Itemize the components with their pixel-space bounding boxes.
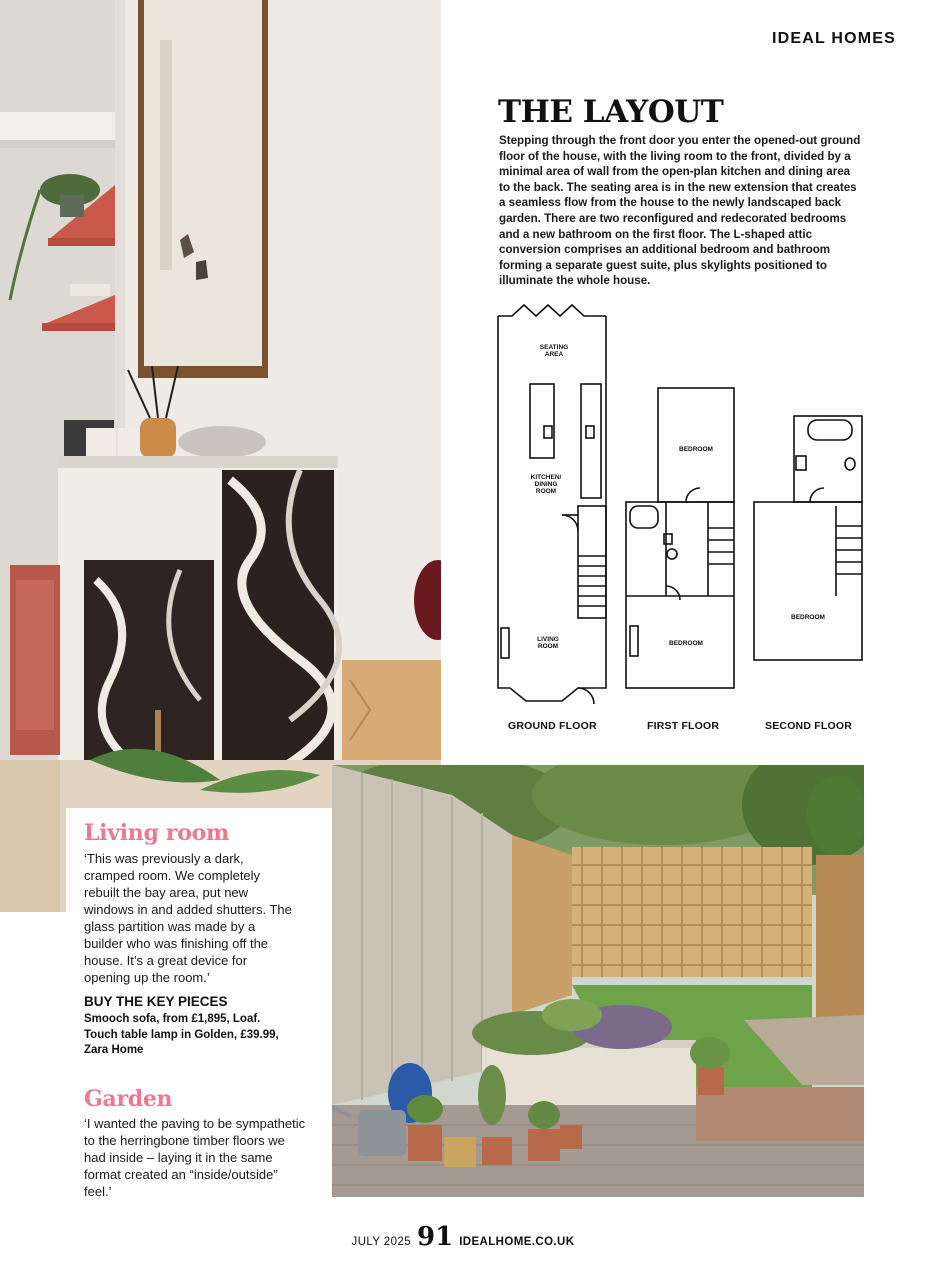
room-seating-area: SEATING AREA [539,344,569,358]
living-room-quote: ‘This was previously a dark, cramped room. We completely rebuilt the bay area, put new windows in and added shutters. The glass partition was made by a builder who was finishing off the house. It’s a great device for opening up the room.’ [84,851,292,985]
page-footer [0,1224,926,1254]
room-bedroom-first-bottom: BEDROOM [669,640,703,647]
garden-photo [332,765,864,1197]
issue-date: JULY 2025 [351,1236,411,1248]
page-number: 91 [417,1222,454,1252]
garden-quote: ‘I wanted the paving to be sympathetic to the herringbone timber floors we had inside – laying it in the same format created an “inside/outside” feel.’ [84,1116,306,1199]
layout-body-text: Stepping through the front door you enter the opened-out ground floor of the house, with the living room to the front, divided by a minimal area of wall from the open-plan kitchen and dining area to the back. The seating area is in the new extension that creates a seamless flow from the house to the newly landscaped back garden. There are two reconfigured and redecorated bedrooms and a new bathroom on the first floor. The L-shaped attic conversion comprises an additional bedroom and bathroom forming a separate guest suite, plus skylights positioned to illuminate the whole house. [499,134,861,288]
magazine-section-title: IDEAL HOMES [771,30,896,47]
first-floor-label: FIRST FLOOR [647,720,720,732]
website-link[interactable]: IDEALHOME.CO.UK [459,1236,575,1248]
layout-heading: THE LAYOUT [498,94,724,130]
key-pieces-text: Smooch sofa, from £1,895, Loaf. Touch table lamp in Golden, £39.99, Zara Home [84,1013,279,1056]
room-bedroom-first-top: BEDROOM [679,446,713,453]
room-bedroom-second: BEDROOM [791,614,825,621]
room-kitchen-dining: KITCHEN/ DINING ROOM [530,474,562,495]
room-living: LIVING ROOM [537,636,559,650]
key-pieces-heading: BUY THE KEY PIECES [84,994,228,1009]
ground-floor-label: GROUND FLOOR [508,720,597,732]
second-floor-label: SECOND FLOOR [765,720,852,732]
living-room-heading: Living room [84,820,229,846]
floor-plans [490,296,870,746]
garden-heading: Garden [84,1086,173,1112]
